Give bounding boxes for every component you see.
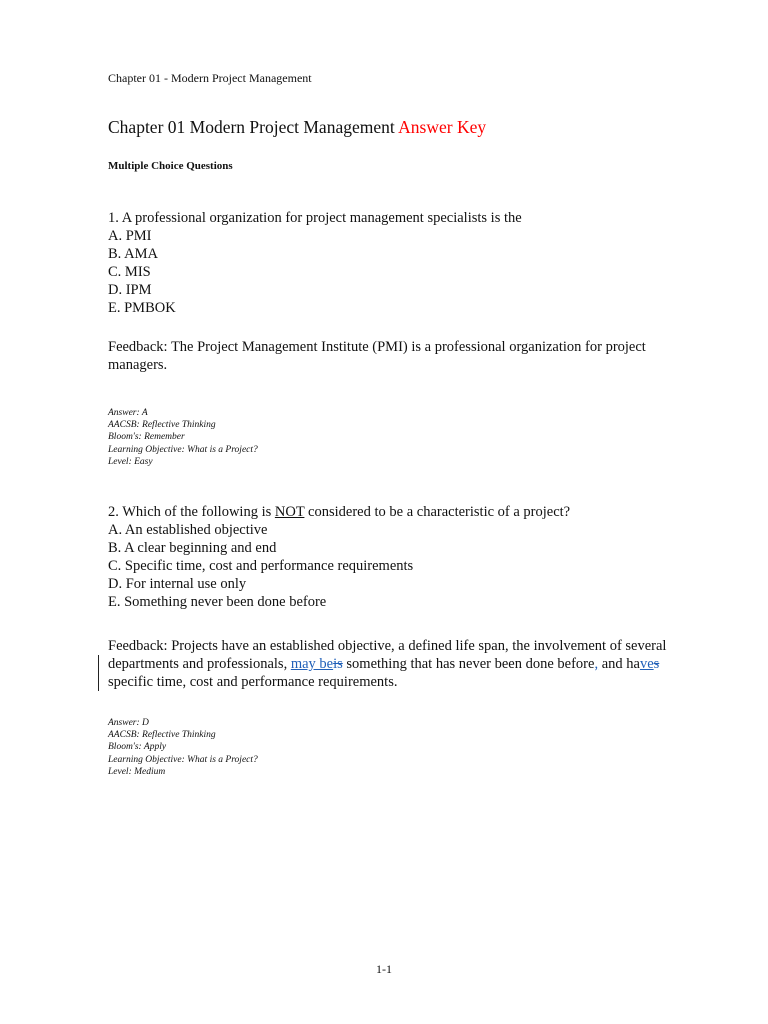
feedback-2	[108, 637, 688, 691]
tracked-deletion: s	[653, 656, 660, 672]
page-title	[108, 117, 486, 138]
answer-option: C. MIS	[108, 264, 151, 280]
title-main: Chapter 01 Modern Project Management	[108, 117, 399, 137]
stem-emphasis: NOT	[274, 504, 305, 520]
meta-blooms: Bloom's: Apply	[108, 742, 167, 753]
revision-change-bar	[98, 655, 99, 691]
feedback-text: specific time, cost and performance requirements.	[108, 674, 398, 690]
tracked-insertion: ve	[639, 656, 654, 672]
answer-option: D. IPM	[108, 282, 152, 298]
feedback-text: Feedback: Projects have an established objective, a defined life span, the involvement of several departments and professionals,	[108, 638, 667, 672]
tracked-insertion: may be	[290, 656, 334, 672]
answer-option: B. AMA	[108, 246, 158, 262]
question-stem: 1. A professional organization for project management specialists is the	[108, 210, 522, 226]
meta-aacsb: AACSB: Reflective Thinking	[108, 730, 216, 741]
stem-text: 2. Which of the following is	[108, 504, 275, 520]
question-1	[108, 209, 522, 317]
answer-metadata-1	[108, 407, 258, 468]
answer-option: E. Something never been done before	[108, 594, 327, 610]
question-2	[108, 503, 570, 611]
stem-text: considered to be a characteristic of a project?	[304, 504, 571, 520]
meta-answer: Answer: D	[108, 718, 149, 728]
answer-option: C. Specific time, cost and performance requirements	[108, 558, 414, 574]
meta-learning-objective: Learning Objective: What is a Project?	[108, 754, 258, 765]
section-heading: Multiple Choice Questions	[108, 160, 233, 172]
running-header: Chapter 01 - Modern Project Management	[108, 71, 312, 85]
answer-option: A. PMI	[108, 228, 152, 244]
answer-option: D. For internal use only	[108, 576, 247, 592]
meta-level: Level: Easy	[108, 456, 153, 467]
answer-option: E. PMBOK	[108, 300, 176, 316]
answer-option: A. An established objective	[108, 522, 268, 538]
answer-option: B. A clear beginning and end	[108, 540, 277, 556]
title-accent: Answer Key	[398, 117, 487, 137]
tracked-insertion: ,	[594, 656, 599, 672]
meta-answer: Answer: A	[108, 408, 148, 418]
meta-level: Level: Medium	[108, 766, 166, 777]
page-number: 1-1	[376, 962, 392, 976]
meta-learning-objective: Learning Objective: What is a Project?	[108, 444, 258, 455]
feedback-1: Feedback: The Project Management Institute (PMI) is a professional organization for project managers.	[108, 339, 646, 373]
feedback-text: something that has never been done before	[342, 656, 595, 672]
question-stem	[108, 503, 570, 521]
feedback-text: and ha	[598, 656, 640, 672]
meta-blooms: Bloom's: Remember	[108, 432, 185, 443]
meta-aacsb: AACSB: Reflective Thinking	[108, 420, 216, 431]
answer-metadata-2	[108, 717, 258, 778]
tracked-deletion: is	[333, 656, 343, 672]
